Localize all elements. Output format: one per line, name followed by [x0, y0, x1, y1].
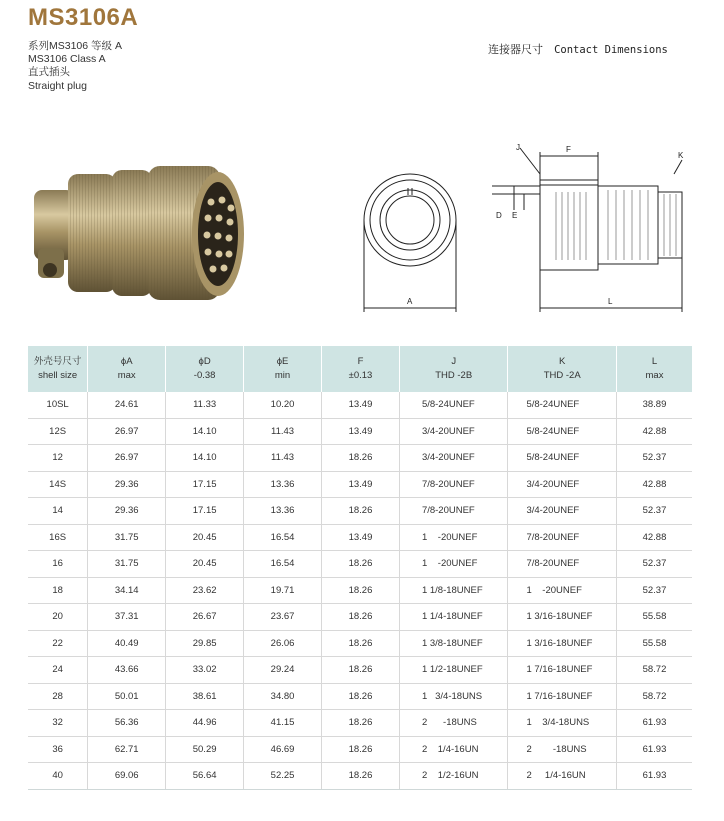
table-cell: 18.26: [322, 630, 400, 657]
table-cell: 11.43: [244, 445, 322, 472]
column-header: ϕE min: [244, 346, 322, 392]
table-cell: 56.36: [88, 710, 166, 737]
table-header-row: [28, 346, 692, 392]
table-cell: 12S: [28, 418, 88, 445]
table-cell: 1 -20UNEF: [399, 524, 508, 551]
table-cell: 1 7/16-18UNEF: [508, 683, 617, 710]
table-cell: 2 1/4-16UN: [508, 763, 617, 790]
table-cell: 3/4-20UNEF: [508, 471, 617, 498]
table-cell: 3/4-20UNEF: [399, 445, 508, 472]
table-row: [28, 524, 692, 551]
dimension-drawing: [356, 140, 696, 320]
table-cell: 16.54: [244, 551, 322, 578]
table-cell: 17.15: [166, 498, 244, 525]
table-cell: 40.49: [88, 630, 166, 657]
column-header: L max: [616, 346, 692, 392]
table-row: [28, 577, 692, 604]
front-view-outer: [364, 174, 456, 266]
table-cell: 11.33: [166, 392, 244, 418]
table-cell: 22: [28, 630, 88, 657]
table-row: [28, 498, 692, 525]
table-cell: 26.67: [166, 604, 244, 631]
table-cell: 23.67: [244, 604, 322, 631]
table-cell: 33.02: [166, 657, 244, 684]
table-cell: 50.01: [88, 683, 166, 710]
table-cell: 24: [28, 657, 88, 684]
table-cell: 58.72: [616, 683, 692, 710]
table-cell: 5/8-24UNEF: [399, 392, 508, 418]
table-cell: 7/8-20UNEF: [508, 524, 617, 551]
column-header: ϕD -0.38: [166, 346, 244, 392]
table-cell: 61.93: [616, 736, 692, 763]
table-cell: 1 1/8-18UNEF: [399, 577, 508, 604]
table-cell: 12: [28, 445, 88, 472]
table-cell: 18: [28, 577, 88, 604]
table-cell: 52.37: [616, 577, 692, 604]
table-cell: 18.26: [322, 445, 400, 472]
table-cell: 38.61: [166, 683, 244, 710]
table-cell: 38.89: [616, 392, 692, 418]
label-l: L: [608, 297, 613, 306]
table-cell: 43.66: [88, 657, 166, 684]
table-cell: 42.88: [616, 524, 692, 551]
dimensions-title-en: Contact Dimensions: [554, 44, 668, 56]
table-cell: 14.10: [166, 418, 244, 445]
table-row: [28, 683, 692, 710]
table-cell: 42.88: [616, 471, 692, 498]
table-cell: 29.36: [88, 498, 166, 525]
table-cell: 16.54: [244, 524, 322, 551]
column-header: ϕA max: [88, 346, 166, 392]
table-cell: 40: [28, 763, 88, 790]
table-cell: 10SL: [28, 392, 88, 418]
table-cell: 61.93: [616, 763, 692, 790]
table-cell: 52.37: [616, 445, 692, 472]
table-cell: 1 3/4-18UNS: [508, 710, 617, 737]
table-cell: 13.49: [322, 524, 400, 551]
subtitle-line: Straight plug: [28, 79, 87, 92]
table-cell: 61.93: [616, 710, 692, 737]
table-row: [28, 630, 692, 657]
dimensions-table: [28, 346, 692, 790]
table-cell: 18.26: [322, 604, 400, 631]
table-cell: 1 -20UNEF: [508, 577, 617, 604]
column-header: F ±0.13: [322, 346, 400, 392]
table-row: [28, 392, 692, 418]
dimensions-title-cn: 连接器尺寸: [488, 44, 543, 56]
table-cell: 20: [28, 604, 88, 631]
subtitle-block: [28, 40, 122, 93]
table-cell: 34.14: [88, 577, 166, 604]
table-cell: 62.71: [88, 736, 166, 763]
column-header: 外壳号尺寸 shell size: [28, 346, 88, 392]
table-cell: 13.36: [244, 498, 322, 525]
table-cell: 5/8-24UNEF: [508, 392, 617, 418]
table-cell: 31.75: [88, 524, 166, 551]
table-cell: 36: [28, 736, 88, 763]
table-row: [28, 551, 692, 578]
table-cell: 17.15: [166, 471, 244, 498]
subtitle-line: MS3106 Class A: [28, 53, 106, 66]
table-row: [28, 445, 692, 472]
table-row: [28, 604, 692, 631]
label-k: K: [678, 151, 684, 160]
table-cell: 1 3/16-18UNEF: [508, 604, 617, 631]
column-header: K THD -2A: [508, 346, 617, 392]
table-cell: 14.10: [166, 445, 244, 472]
table-row: [28, 471, 692, 498]
table-cell: 3/4-20UNEF: [399, 418, 508, 445]
label-a: A: [407, 297, 413, 306]
table-cell: 18.26: [322, 498, 400, 525]
table-cell: 16: [28, 551, 88, 578]
table-cell: 7/8-20UNEF: [399, 498, 508, 525]
table-cell: 29.85: [166, 630, 244, 657]
table-cell: 18.26: [322, 657, 400, 684]
table-cell: 46.69: [244, 736, 322, 763]
label-f: F: [566, 145, 571, 154]
subtitle-line: 系列MS3106 等级 A: [28, 40, 122, 52]
table-cell: 1 -20UNEF: [399, 551, 508, 578]
table-cell: 52.25: [244, 763, 322, 790]
connector-photo: [28, 152, 248, 304]
page-title: MS3106A: [28, 4, 139, 31]
table-cell: 24.61: [88, 392, 166, 418]
table-cell: 41.15: [244, 710, 322, 737]
table-cell: 2 -18UNS: [508, 736, 617, 763]
table-cell: 50.29: [166, 736, 244, 763]
table-cell: 13.36: [244, 471, 322, 498]
table-cell: 7/8-20UNEF: [399, 471, 508, 498]
table-cell: 1 3/16-18UNEF: [508, 630, 617, 657]
table-cell: 19.71: [244, 577, 322, 604]
label-e: E: [512, 211, 518, 220]
table-cell: 13.49: [322, 418, 400, 445]
subtitle-line: 直式插头: [28, 66, 70, 79]
table-cell: 55.58: [616, 604, 692, 631]
table-cell: 52.37: [616, 498, 692, 525]
table-cell: 2 -18UNS: [399, 710, 508, 737]
table-row: [28, 710, 692, 737]
table-cell: 18.26: [322, 710, 400, 737]
table-cell: 26.97: [88, 445, 166, 472]
table-cell: 13.49: [322, 471, 400, 498]
table-cell: 44.96: [166, 710, 244, 737]
table-cell: 7/8-20UNEF: [508, 551, 617, 578]
table-cell: 14S: [28, 471, 88, 498]
table-cell: 31.75: [88, 551, 166, 578]
table-cell: 3/4-20UNEF: [508, 498, 617, 525]
table-cell: 2 1/4-16UN: [399, 736, 508, 763]
table-cell: 26.97: [88, 418, 166, 445]
table-cell: 56.64: [166, 763, 244, 790]
table-cell: 20.45: [166, 551, 244, 578]
dimensions-title: [488, 41, 668, 57]
table-cell: 1 1/4-18UNEF: [399, 604, 508, 631]
table-cell: 2 1/2-16UN: [399, 763, 508, 790]
table-cell: 13.49: [322, 392, 400, 418]
table-cell: 29.24: [244, 657, 322, 684]
table-cell: 1 1/2-18UNEF: [399, 657, 508, 684]
column-header: J THD -2B: [399, 346, 508, 392]
table-cell: 20.45: [166, 524, 244, 551]
table-row: [28, 736, 692, 763]
table-cell: 69.06: [88, 763, 166, 790]
table-cell: 42.88: [616, 418, 692, 445]
table-cell: 5/8-24UNEF: [508, 418, 617, 445]
table-cell: 10.20: [244, 392, 322, 418]
table-cell: 18.26: [322, 577, 400, 604]
table-cell: 29.36: [88, 471, 166, 498]
table-cell: 1 3/8-18UNEF: [399, 630, 508, 657]
table-cell: 1 7/16-18UNEF: [508, 657, 617, 684]
label-d: D: [496, 211, 502, 220]
table-row: [28, 657, 692, 684]
table-cell: 18.26: [322, 551, 400, 578]
table-cell: 18.26: [322, 736, 400, 763]
table-cell: 32: [28, 710, 88, 737]
table-cell: 18.26: [322, 683, 400, 710]
table-cell: 11.43: [244, 418, 322, 445]
table-cell: 52.37: [616, 551, 692, 578]
table-cell: 58.72: [616, 657, 692, 684]
label-j: J: [516, 143, 520, 152]
table-cell: 37.31: [88, 604, 166, 631]
table-cell: 23.62: [166, 577, 244, 604]
table-cell: 55.58: [616, 630, 692, 657]
table-row: [28, 763, 692, 790]
table-cell: 16S: [28, 524, 88, 551]
table-cell: 34.80: [244, 683, 322, 710]
table-cell: 18.26: [322, 763, 400, 790]
table-cell: 1 3/4-18UNS: [399, 683, 508, 710]
table-cell: 28: [28, 683, 88, 710]
table-cell: 26.06: [244, 630, 322, 657]
table-row: [28, 418, 692, 445]
table-cell: 14: [28, 498, 88, 525]
table-cell: 5/8-24UNEF: [508, 445, 617, 472]
